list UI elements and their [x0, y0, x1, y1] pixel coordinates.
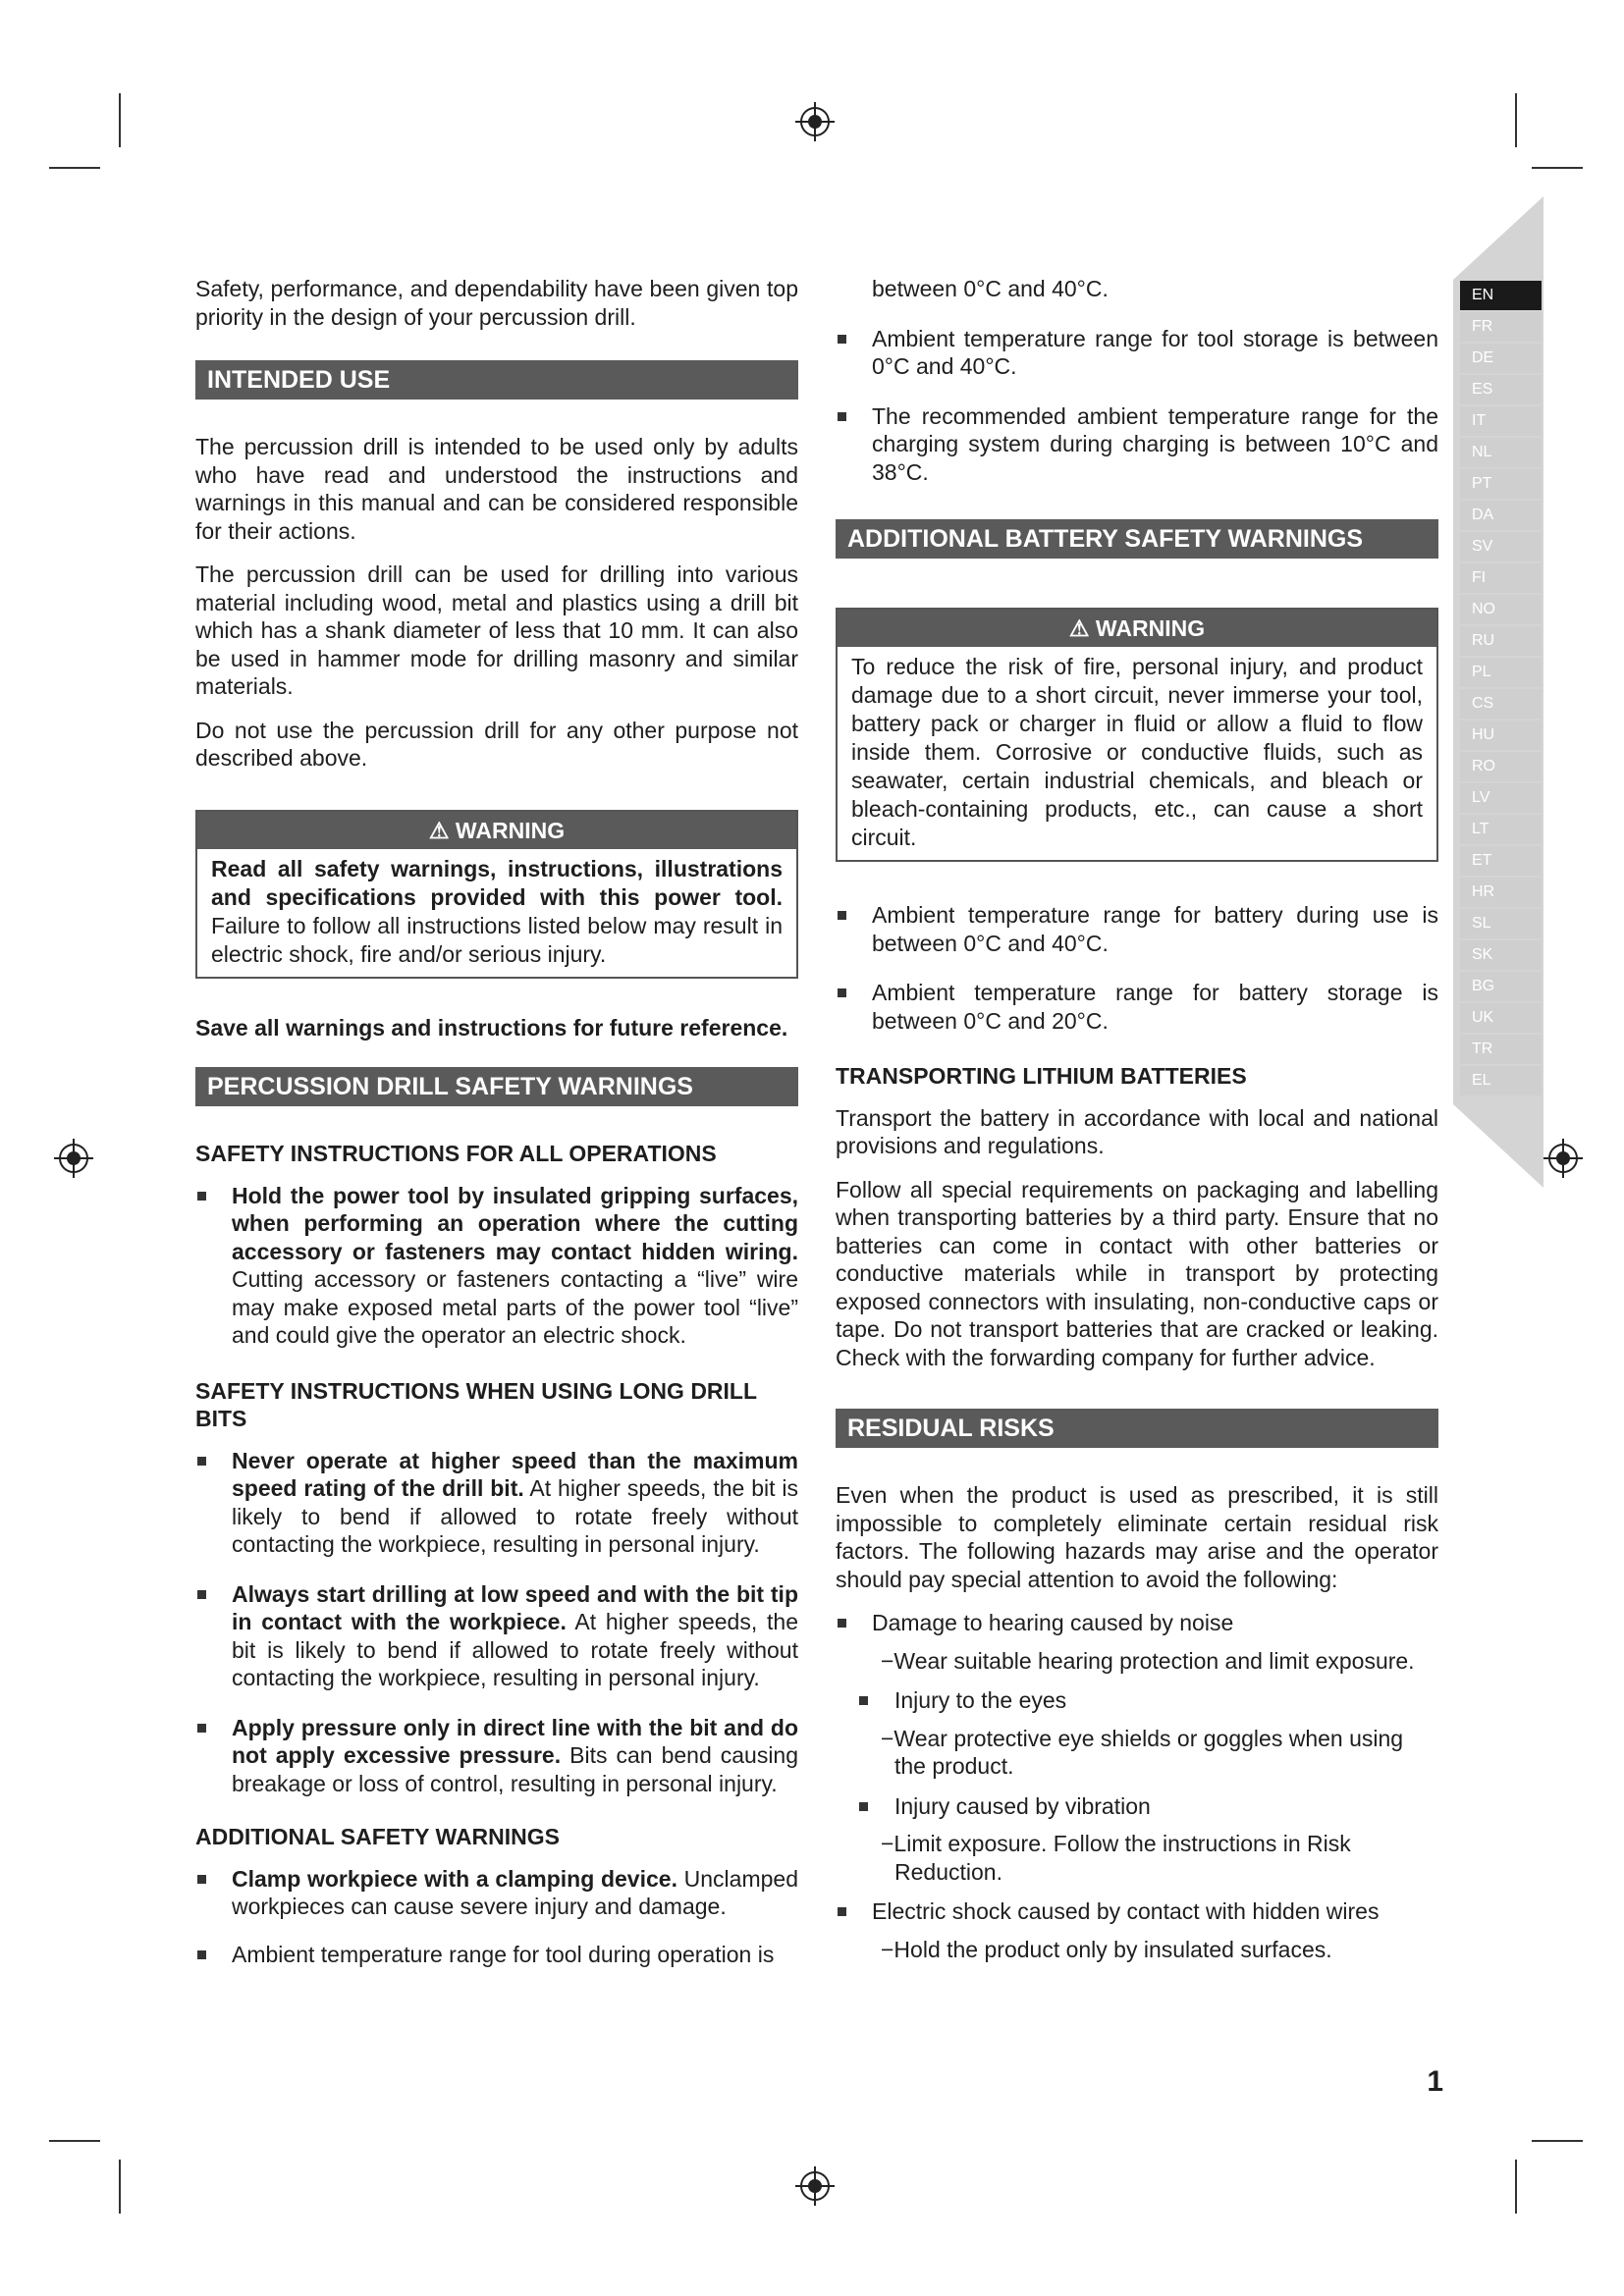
list-item: Never operate at higher speed than the maximum speed rating of the drill bit. At higher speeds, the bit is likely to bend if allowed to rotate freely without contacting the workpiece, resulting in personal injury. [195, 1447, 798, 1559]
bullet-icon [838, 412, 846, 421]
right-column [836, 275, 1438, 1975]
registration-mark-icon [795, 102, 835, 141]
list-item: Ambient temperature range for battery storage is between 0°C and 20°C. [836, 979, 1438, 1035]
lang-tab-fr[interactable]: FR [1460, 312, 1542, 342]
list-item: Injury to the eyes [836, 1686, 1438, 1715]
lang-tab-el[interactable]: EL [1460, 1066, 1542, 1095]
registration-mark-icon [795, 2166, 835, 2206]
bullet-icon [197, 1950, 206, 1959]
bullet-icon [838, 911, 846, 920]
page-number: 1 [1427, 2065, 1443, 2098]
intended-use-paragraph: The percussion drill is intended to be used only by adults who have read and understood the instructions and warnings in this manual and can be considered responsible for their actions. [195, 434, 798, 544]
crop-mark [119, 2160, 121, 2214]
lang-tab-hr[interactable]: HR [1460, 878, 1542, 907]
crop-mark [1515, 2160, 1517, 2214]
warning-triangle-icon: ⚠ [1068, 615, 1090, 641]
bullet-icon [838, 1619, 846, 1628]
transport-paragraph: Transport the battery in accordance with local and national provisions and regulations. [836, 1104, 1438, 1158]
lang-tab-hu[interactable]: HU [1460, 721, 1542, 750]
warning-body: To reduce the risk of fire, personal injury, and product damage due to a short circuit, never immerse your tool, battery pack or charger in fluid or allow a fluid to flow inside them. Corrosive or conductive fluids, such as seawater, certain industrial chemicals, and bleach or bleach-containing products, etc., can cause a short circuit. [851, 654, 1423, 850]
bullet-icon [838, 335, 846, 344]
lang-tab-bg[interactable]: BG [1460, 972, 1542, 1001]
list-item-detail: −Wear suitable hearing protection and limit exposure. [881, 1647, 1415, 1674]
list-item: Ambient temperature range for tool storage is between 0°C and 40°C. [836, 325, 1438, 381]
bullet-icon [838, 988, 846, 997]
intended-use-paragraph: Do not use the percussion drill for any other purpose not described above. [195, 717, 798, 771]
list-item-detail: −Wear protective eye shields or goggles when using the product. [881, 1725, 1404, 1779]
lang-tab-nl[interactable]: NL [1460, 438, 1542, 467]
bullet-icon [197, 1192, 206, 1201]
lang-tab-tr[interactable]: TR [1460, 1035, 1542, 1064]
transport-heading: TRANSPORTING LITHIUM BATTERIES [836, 1063, 1247, 1089]
bullet-icon [197, 1724, 206, 1733]
warning-heading: ⚠ WARNING [197, 812, 796, 849]
bullet-icon [838, 1907, 846, 1916]
lang-tab-et[interactable]: ET [1460, 846, 1542, 876]
lang-tab-sk[interactable]: SK [1460, 940, 1542, 970]
list-item: Injury caused by vibration [836, 1792, 1438, 1821]
lang-tab-sl[interactable]: SL [1460, 909, 1542, 938]
additional-safety-heading: ADDITIONAL SAFETY WARNINGS [195, 1824, 560, 1849]
warning-triangle-icon: ⚠ [428, 817, 450, 843]
lang-tab-en[interactable]: EN [1460, 281, 1542, 310]
battery-safety-heading: ADDITIONAL BATTERY SAFETY WARNINGS [836, 519, 1438, 559]
transport-paragraph: Follow all special requirements on packaging and labelling when transporting batteries by a third party. Ensure that no batteries can come in contact with other batteries or conductive materials while in transport by protecting exposed connectors with insulating, non-conductive caps or tape. Do not transport batteries that are cracked or leaking. Check with the forwarding company for further advice. [836, 1176, 1438, 1370]
lang-tab-fi[interactable]: FI [1460, 563, 1542, 593]
list-item: Ambient temperature range for battery during use is between 0°C and 40°C. [836, 901, 1438, 957]
list-item: Hold the power tool by insulated gripping surfaces, when performing an operation where the cutting accessory or fasteners may contact hidden wiring. Cutting accessory or fasteners contacting a “live” wire may make exposed metal parts of the power tool “live” and could give the operator an electric shock. [195, 1182, 798, 1350]
crop-mark [119, 93, 121, 147]
warning-box [836, 608, 1438, 862]
bullet-icon [197, 1457, 206, 1466]
intended-use-heading: INTENDED USE [195, 360, 798, 400]
intended-use-paragraph: The percussion drill can be used for drilling into various material including wood, metal and plastics using a drill bit which has a shank diameter of less that 10 mm. It can also be used in hammer mode for drilling masonry and similar materials. [195, 561, 798, 699]
lang-tab-no[interactable]: NO [1460, 595, 1542, 624]
warning-body [197, 849, 796, 977]
residual-paragraph: Even when the product is used as prescribed, it is still impossible to completely eliminate certain residual risk factors. The following hazards may arise and the operator should pay special attention to avoid the following: [836, 1482, 1438, 1592]
save-note: Save all warnings and instructions for future reference. [195, 1014, 788, 1041]
list-item: Electric shock caused by contact with hidden wires [836, 1897, 1438, 1926]
all-operations-heading: SAFETY INSTRUCTIONS FOR ALL OPERATIONS [195, 1141, 717, 1166]
warning-bold-text: Read all safety warnings, instructions, illustrations and specifications provided with this power tool. [211, 855, 783, 910]
list-item: Apply pressure only in direct line with the bit and do not apply excessive pressure. Bits can bend causing breakage or loss of control, resulting in personal injury. [195, 1714, 798, 1798]
list-item-detail: −Hold the product only by insulated surfaces. [881, 1936, 1332, 1962]
list-item: Always start drilling at low speed and with the bit tip in contact with the workpiece. At higher speeds, the bit is likely to bend if allowed to rotate freely without contacting the workpiece, resulting in personal injury. [195, 1580, 798, 1692]
lang-tab-sv[interactable]: SV [1460, 532, 1542, 561]
bullet-icon [859, 1802, 868, 1811]
list-item: Ambient temperature range for tool during operation is [195, 1941, 798, 1969]
crop-mark [49, 167, 100, 169]
left-column [195, 275, 798, 1984]
continued-text: between 0°C and 40°C. [872, 276, 1109, 301]
registration-mark-icon [1543, 1139, 1583, 1178]
drill-safety-heading: PERCUSSION DRILL SAFETY WARNINGS [195, 1067, 798, 1106]
bullet-icon [197, 1590, 206, 1599]
lang-tab-it[interactable]: IT [1460, 406, 1542, 436]
warning-heading: ⚠ WARNING [838, 610, 1436, 647]
residual-risks-heading: RESIDUAL RISKS [836, 1409, 1438, 1448]
lang-tab-ru[interactable]: RU [1460, 626, 1542, 656]
list-item: Clamp workpiece with a clamping device. Unclamped workpieces can cause severe injury and damage. [195, 1865, 798, 1921]
registration-mark-icon [54, 1139, 93, 1178]
long-bits-heading: SAFETY INSTRUCTIONS WHEN USING LONG DRILL BITS [195, 1377, 757, 1431]
crop-mark [49, 2140, 100, 2142]
lang-tab-de[interactable]: DE [1460, 344, 1542, 373]
lang-tab-cs[interactable]: CS [1460, 689, 1542, 719]
lang-tab-pl[interactable]: PL [1460, 658, 1542, 687]
crop-mark [1532, 2140, 1583, 2142]
lang-tab-lv[interactable]: LV [1460, 783, 1542, 813]
warning-text: Failure to follow all instructions listed below may result in electric shock, fire and/or serious injury. [211, 912, 783, 967]
list-item: Damage to hearing caused by noise [836, 1609, 1438, 1637]
crop-mark [1515, 93, 1517, 147]
bullet-icon [859, 1696, 868, 1705]
warning-box [195, 810, 798, 979]
lang-tab-lt[interactable]: LT [1460, 815, 1542, 844]
lang-tab-da[interactable]: DA [1460, 501, 1542, 530]
list-item-detail: −Limit exposure. Follow the instructions in Risk Reduction. [881, 1831, 1351, 1885]
lang-tab-uk[interactable]: UK [1460, 1003, 1542, 1033]
crop-mark [1532, 167, 1583, 169]
list-item: The recommended ambient temperature range for the charging system during charging is between 10°C and 38°C. [836, 402, 1438, 487]
intro-text: Safety, performance, and dependability have been given top priority in the design of your percussion drill. [195, 276, 798, 330]
lang-tab-ro[interactable]: RO [1460, 752, 1542, 781]
lang-tab-es[interactable]: ES [1460, 375, 1542, 404]
bullet-icon [197, 1875, 206, 1884]
lang-tab-pt[interactable]: PT [1460, 469, 1542, 499]
